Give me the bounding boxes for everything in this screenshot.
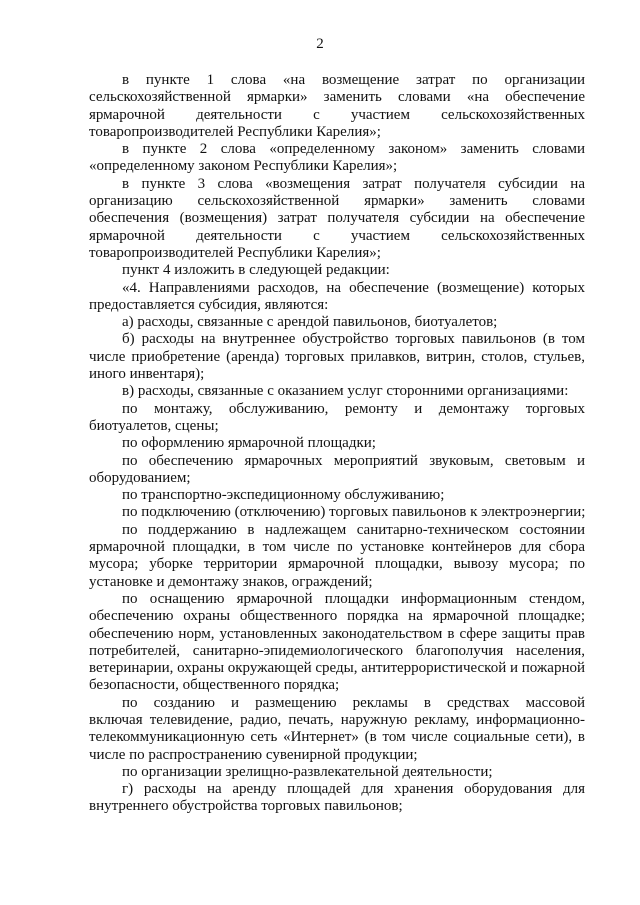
paragraph — [89, 695, 585, 764]
paragraph — [89, 314, 585, 331]
text-line: ветеринарии, охраны окружающей среды, антитеррористической и пожарной — [89, 660, 585, 677]
text-line: товаропроизводителей Республики Карелия»; — [89, 123, 381, 140]
text-line: биотуалетов, сцены; — [89, 417, 219, 434]
text-line: по созданию и размещению рекламы в средствах массовой — [122, 694, 585, 711]
text-line: сельскохозяйственной ярмарки» заменить словами «на обеспечение — [89, 89, 585, 106]
paragraph — [89, 453, 585, 488]
text-line: установке и демонтажу знаков, ограждений; — [89, 573, 373, 590]
text-line: а) расходы, связанные с арендой павильонов, биотуалетов; — [122, 314, 498, 331]
text-line: в пункте 3 слова «возмещения затрат получателя субсидии на — [122, 175, 585, 192]
paragraph — [89, 401, 585, 436]
text-line: по организации зрелищно-развлекательной деятельности; — [122, 763, 493, 780]
paragraph — [89, 176, 585, 262]
paragraph — [89, 383, 585, 400]
paragraph — [89, 280, 585, 315]
text-line: товаропроизводителей Республики Карелия»; — [89, 244, 381, 261]
paragraph — [89, 781, 585, 816]
document-body — [89, 72, 585, 816]
text-line: пункт 4 изложить в следующей редакции: — [122, 262, 390, 279]
paragraph — [89, 504, 585, 521]
text-line: ярмарочной деятельности с участием сельскохозяйственных — [89, 227, 585, 244]
text-line: «определенному законом Республики Карелия»; — [89, 158, 398, 175]
text-line: иного инвентаря); — [89, 366, 205, 383]
paragraph — [89, 141, 585, 176]
page-number: 2 — [316, 36, 324, 52]
text-line: по монтажу, обслуживанию, ремонту и демонтажу торговых — [122, 400, 585, 417]
text-line: внутреннего обустройства торговых павильонов; — [89, 798, 403, 815]
text-line: организацию сельскохозяйственной ярмарки» заменить словами — [89, 193, 585, 210]
text-line: включая телевидение, радио, печать, наружную рекламу, информационно- — [89, 711, 585, 728]
text-line: по обеспечению ярмарочных мероприятий звуковым, световым и — [122, 452, 585, 469]
text-line: обеспечению охраны общественного порядка на ярмарочной площадке; — [89, 608, 585, 625]
paragraph — [89, 435, 585, 452]
text-line: по оснащению ярмарочной площадки информационным стендом, — [122, 590, 585, 607]
text-line: в пункте 1 слова «на возмещение затрат по организации — [122, 72, 585, 88]
text-line: ярмарочной площадки, в том числе по установке контейнеров для сбора — [89, 539, 585, 556]
text-line: б) расходы на внутреннее обустройство торговых павильонов (в том — [122, 331, 585, 348]
text-line: по оформлению ярмарочной площадки; — [122, 435, 376, 452]
text-line: потребителей, санитарно-эпидемиологического благополучия населения, — [89, 642, 585, 659]
text-line: мусора; уборке территории ярмарочной площадки, вывозу мусора; по — [89, 556, 585, 573]
text-line: безопасности, общественного порядка; — [89, 677, 340, 694]
text-line: по подключению (отключению) торговых павильонов к электроэнергии; — [122, 504, 586, 521]
text-line: г) расходы на аренду площадей для хранения оборудования для — [122, 781, 585, 798]
paragraph — [89, 591, 585, 695]
text-line: обеспечению норм, установленных законодательством в сфере защиты прав — [89, 625, 585, 642]
paragraph — [89, 487, 585, 504]
paragraph — [89, 331, 585, 383]
text-line: «4. Направлениями расходов, на обеспечение (возмещение) которых — [122, 279, 585, 296]
text-line: предоставляется субсидия, являются: — [89, 296, 329, 313]
text-line: обеспечения (возмещения) затрат получателя субсидии на обеспечение — [89, 210, 585, 227]
paragraph — [89, 262, 585, 279]
paragraph — [89, 72, 585, 141]
text-line: в) расходы, связанные с оказанием услуг сторонними организациями: — [122, 383, 569, 400]
text-line: оборудованием; — [89, 469, 191, 486]
text-line: числе по распространению сувенирной продукции; — [89, 746, 418, 763]
text-line: числе приобретение (аренда) торговых прилавков, витрин, столов, стульев, — [89, 348, 585, 365]
text-line: в пункте 2 слова «определенному законом» заменить словами — [122, 141, 585, 158]
paragraph — [89, 764, 585, 781]
text-line: по поддержанию в надлежащем санитарно-техническом состоянии — [122, 521, 585, 538]
text-line: телекоммуникационную сеть «Интернет» (в том числе социальные сети), в — [89, 729, 585, 746]
text-line: по транспортно-экспедиционному обслуживанию; — [122, 487, 445, 504]
paragraph — [89, 522, 585, 591]
text-line: ярмарочной деятельности с участием сельскохозяйственных — [89, 106, 585, 123]
